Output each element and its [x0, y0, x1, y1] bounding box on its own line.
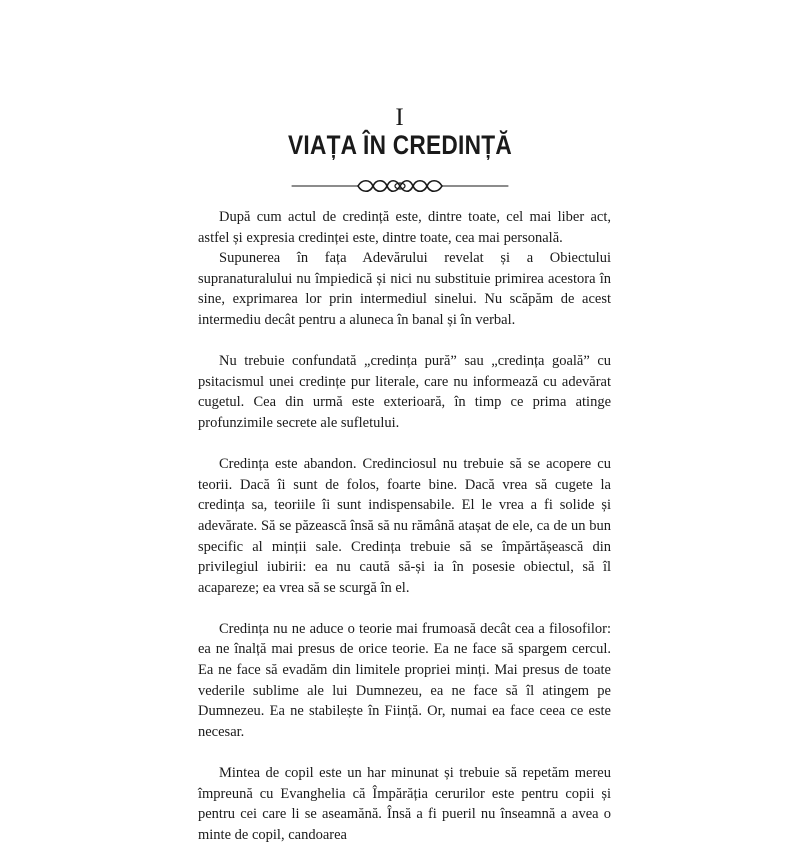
paragraph: Supunerea în fața Adevărului revelat și a Obiectului supranaturalului nu împiedică și nici nu substituie primirea acestora în sine, exprimarea lor prin intermediul sinelui. Nu scăpăm de acest intermediu decât pentru a aluneca în banal și în verbal.: [198, 250, 611, 328]
paragraph: Nu trebuie confundată „credința pură” sau „credința goală” cu psitacismul unei credințe pur literale, care nu informează cu adevărat cugetul. Cea din urmă este exterioară, în timp ce prima atinge profunzimile secrete ale sufletului.: [198, 353, 611, 431]
paragraph: Credința este abandon. Credinciosul nu trebuie să se acopere cu teorii. Dacă îi sunt de folos, foarte bine. Dacă vrea să cugete la credința sa, teoriile îi sunt indispensabile. El le vrea a fi solide și adevărate. Să se păzească însă să nu rămână atașat de ele, ca de un bun specific al minții sale. Credința trebuie să se împărtășească din privilegiul iubirii: ea nu caută să-și ia în posesie obiectul, să îl acapareze; ea vrea să se scurgă în el.: [198, 456, 611, 596]
paragraph: Mintea de copil este un har minunat și trebuie să repetăm mereu împreună cu Evanghelia că Împărăția cerurilor este pentru copii și pentru cei care li se aseamănă. Însă a fi pueril nu înseamnă a avea o minte de copil, candoarea: [198, 765, 611, 843]
flourish-divider-icon: [290, 174, 510, 198]
chapter-title: VIAȚA ÎN CREDINȚĂ: [288, 130, 512, 160]
chapter-number: I: [395, 104, 405, 131]
paragraph: Credința nu ne aduce o teorie mai frumoasă decât cea a filosofilor: ea ne înalță mai presus de orice teorie. Ea ne face să spargem cercul. Ea ne face să evadăm din limitele propriei minți. Mai presus de toate vederile sublime ale lui Dumnezeu, ea ne face să îl atingem pe Dumnezeu. Ea ne stabilește în Ființă. Or, numai ea face ceea ce este necesar.: [198, 620, 611, 740]
paragraph: După cum actul de credință este, dintre toate, cel mai liber act, astfel și expresia credinței este, dintre toate, cea mai personală.: [198, 209, 611, 246]
body-text: [198, 207, 611, 845]
